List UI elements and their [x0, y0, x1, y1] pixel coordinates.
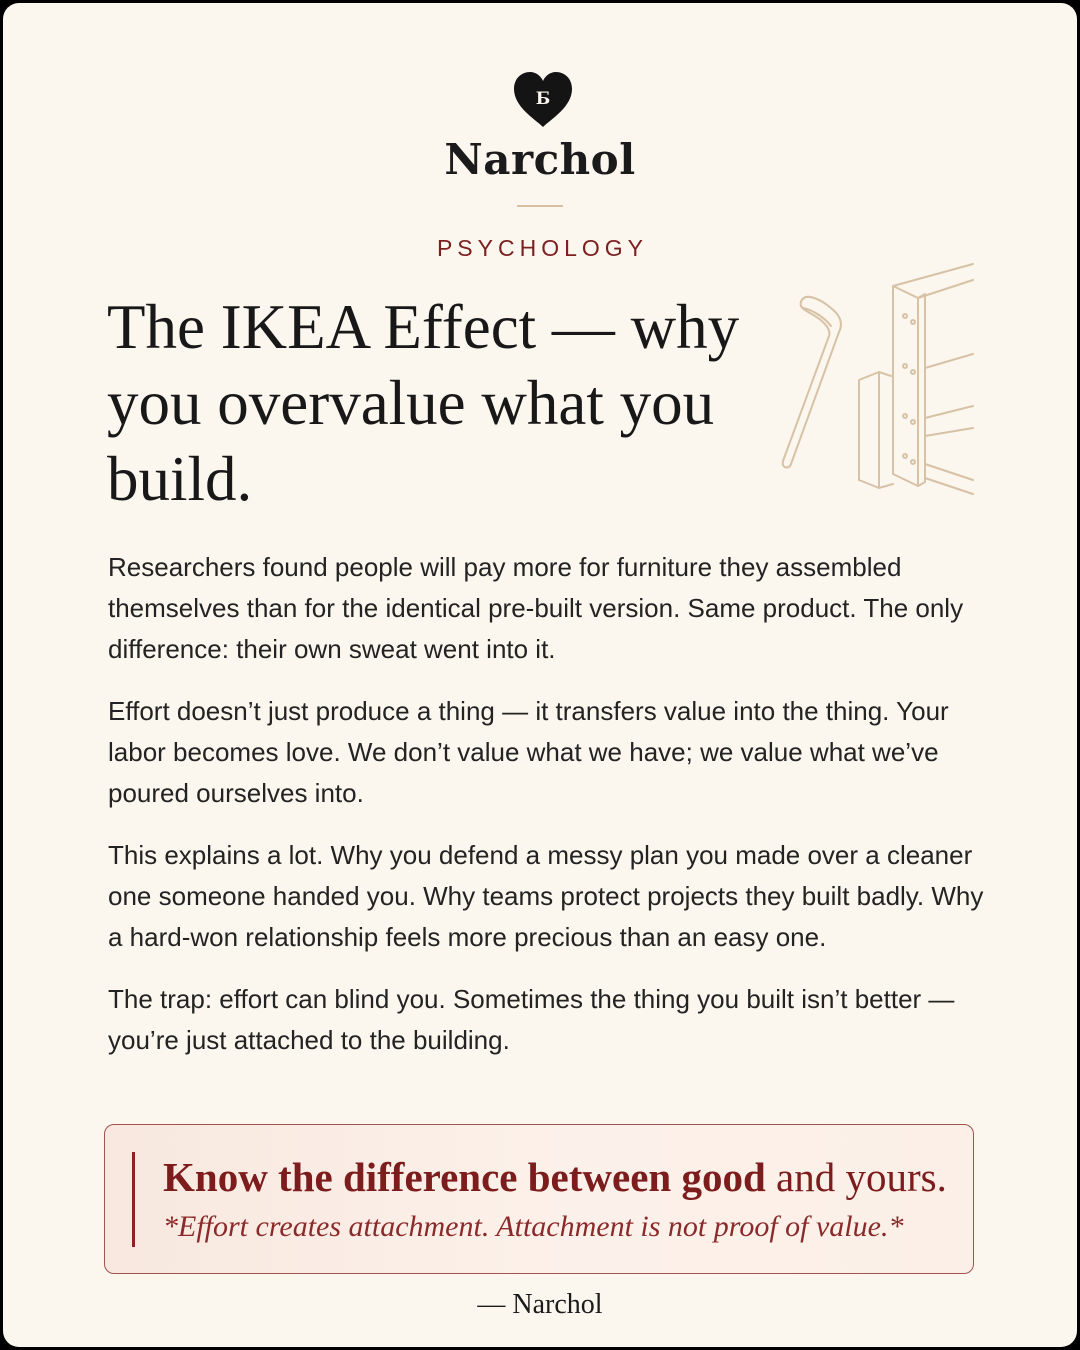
brand-name: Narchol [444, 135, 636, 184]
body-paragraph-2: Effort doesn’t just produce a thing — it transfers value into the thing. Your labor becomes love. We don’t value what we have; we value what we’ve poured ourselves into. [108, 696, 949, 808]
callout-subtext: *Effort creates attachment. Attachment is not proof of value.* [163, 1210, 904, 1243]
callout-headline [163, 1153, 947, 1201]
callout-headline-rest: and yours. [765, 1154, 947, 1200]
callout-accent-bar [132, 1152, 135, 1247]
body-paragraph-4: The trap: effort can blind you. Sometimes the thing you built isn’t better — you’re just attached to the building. [108, 984, 955, 1055]
article-body [108, 547, 988, 1082]
hex-key-and-shelf-icon [773, 258, 977, 508]
article-title: The IKEA Effect — why you overvalue what you build. [107, 292, 740, 514]
body-paragraph-3: This explains a lot. Why you defend a messy plan you made over a cleaner one someone handed you. Why teams protect projects they built badly. Why a hard-won relationship feels more precious than an easy one. [108, 840, 984, 952]
callout-headline-bold: Know the difference between good [163, 1154, 766, 1200]
heart-monogram-icon [511, 69, 575, 131]
svg-text:Б: Б [535, 89, 551, 109]
category-label: PSYCHOLOGY [436, 235, 649, 261]
body-paragraph-1: Researchers found people will pay more for furniture they assembled themselves than for the identical pre-built version. Same product. The only difference: their own sweat went into it. [108, 552, 964, 664]
key-takeaway-box [104, 1124, 974, 1274]
post-card [3, 3, 1077, 1347]
title-divider [517, 205, 563, 207]
author-signature: — Narchol [477, 1289, 603, 1320]
